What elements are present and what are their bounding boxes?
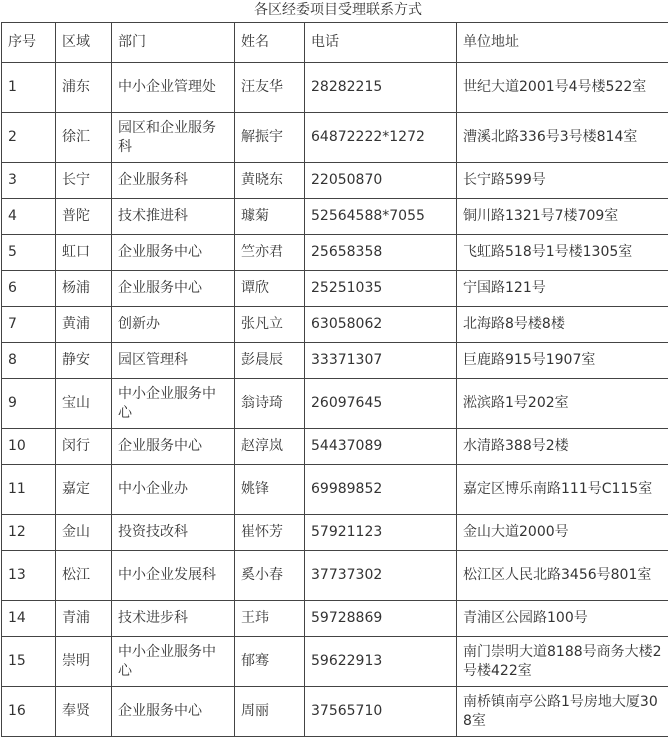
- contacts-table: [1, 22, 668, 737]
- cell-department: 企业服务中心: [112, 235, 235, 271]
- cell-index: 1: [2, 63, 56, 113]
- table-row: [2, 63, 668, 113]
- table-row: [2, 637, 668, 687]
- cell-name: 崔怀芳: [235, 515, 305, 551]
- cell-name: 彭晨辰: [235, 343, 305, 379]
- page-title: 各区经委项目受理联系方式: [254, 2, 422, 18]
- table-row: [2, 551, 668, 601]
- cell-department: 企业服务中心: [112, 429, 235, 465]
- cell-index: 9: [2, 379, 56, 429]
- cell-department: 企业服务中心: [112, 687, 235, 737]
- cell-index: 4: [2, 199, 56, 235]
- cell-address: 水清路388号2楼: [457, 429, 668, 465]
- cell-name: 解振宇: [235, 113, 305, 163]
- cell-address: 漕溪北路336号3号楼814室: [457, 113, 668, 163]
- cell-index: 12: [2, 515, 56, 551]
- cell-district: 长宁: [56, 163, 112, 199]
- table-row: [2, 343, 668, 379]
- cell-department: 中小企业服务中心: [112, 637, 235, 687]
- cell-address: 南桥镇南亭公路1号房地大厦308室: [457, 687, 668, 737]
- cell-district: 奉贤: [56, 687, 112, 737]
- cell-index: 3: [2, 163, 56, 199]
- cell-index: 16: [2, 687, 56, 737]
- cell-address: 铜川路1321号7楼709室: [457, 199, 668, 235]
- cell-district: 崇明: [56, 637, 112, 687]
- cell-district: 松江: [56, 551, 112, 601]
- cell-department: 中小企业发展科: [112, 551, 235, 601]
- cell-name: 奚小春: [235, 551, 305, 601]
- cell-phone: 25251035: [305, 271, 457, 307]
- cell-index: 15: [2, 637, 56, 687]
- cell-address: 南门崇明大道8188号商务大楼2号楼422室: [457, 637, 668, 687]
- table-row: [2, 515, 668, 551]
- cell-name: 璩菊: [235, 199, 305, 235]
- cell-phone: 64872222*1272: [305, 113, 457, 163]
- cell-district: 浦东: [56, 63, 112, 113]
- cell-phone: 52564588*7055: [305, 199, 457, 235]
- table-row: [2, 601, 668, 637]
- table-row: [2, 687, 668, 737]
- cell-department: 中小企业服务中心: [112, 379, 235, 429]
- cell-name: 赵淳岚: [235, 429, 305, 465]
- table-row: [2, 163, 668, 199]
- cell-phone: 63058062: [305, 307, 457, 343]
- cell-index: 13: [2, 551, 56, 601]
- cell-name: 谭欣: [235, 271, 305, 307]
- header-row: [2, 23, 668, 63]
- column-header-address: 单位地址: [457, 23, 668, 63]
- cell-district: 黄浦: [56, 307, 112, 343]
- cell-name: 王玮: [235, 601, 305, 637]
- cell-district: 杨浦: [56, 271, 112, 307]
- table-row: [2, 113, 668, 163]
- cell-address: 宁国路121号: [457, 271, 668, 307]
- cell-name: 竺亦君: [235, 235, 305, 271]
- cell-index: 7: [2, 307, 56, 343]
- cell-department: 技术进步科: [112, 601, 235, 637]
- cell-phone: 22050870: [305, 163, 457, 199]
- cell-phone: 37737302: [305, 551, 457, 601]
- column-header-index: 序号: [2, 23, 56, 63]
- cell-address: 世纪大道2001号4号楼522室: [457, 63, 668, 113]
- cell-district: 宝山: [56, 379, 112, 429]
- cell-address: 长宁路599号: [457, 163, 668, 199]
- cell-department: 中小企业办: [112, 465, 235, 515]
- cell-index: 5: [2, 235, 56, 271]
- cell-district: 青浦: [56, 601, 112, 637]
- cell-phone: 57921123: [305, 515, 457, 551]
- cell-address: 淞滨路1号202室: [457, 379, 668, 429]
- cell-index: 2: [2, 113, 56, 163]
- column-header-district: 区域: [56, 23, 112, 63]
- cell-phone: 26097645: [305, 379, 457, 429]
- table-row: [2, 429, 668, 465]
- cell-name: 张凡立: [235, 307, 305, 343]
- cell-phone: 25658358: [305, 235, 457, 271]
- cell-district: 虹口: [56, 235, 112, 271]
- cell-phone: 59622913: [305, 637, 457, 687]
- cell-name: 汪友华: [235, 63, 305, 113]
- cell-phone: 28282215: [305, 63, 457, 113]
- cell-district: 静安: [56, 343, 112, 379]
- cell-index: 10: [2, 429, 56, 465]
- cell-district: 普陀: [56, 199, 112, 235]
- cell-address: 松江区人民北路3456号801室: [457, 551, 668, 601]
- cell-address: 巨鹿路915号1907室: [457, 343, 668, 379]
- cell-name: 周丽: [235, 687, 305, 737]
- cell-index: 11: [2, 465, 56, 515]
- cell-department: 创新办: [112, 307, 235, 343]
- column-header-name: 姓名: [235, 23, 305, 63]
- cell-department: 中小企业管理处: [112, 63, 235, 113]
- cell-name: 黄晓东: [235, 163, 305, 199]
- cell-name: 翁诗琦: [235, 379, 305, 429]
- cell-phone: 54437089: [305, 429, 457, 465]
- table-row: [2, 379, 668, 429]
- table-row: [2, 307, 668, 343]
- cell-district: 嘉定: [56, 465, 112, 515]
- cell-name: 姚锋: [235, 465, 305, 515]
- cell-department: 投资技改科: [112, 515, 235, 551]
- cell-department: 技术推进科: [112, 199, 235, 235]
- cell-address: 飞虹路518号1号楼1305室: [457, 235, 668, 271]
- column-header-phone: 电话: [305, 23, 457, 63]
- cell-department: 企业服务科: [112, 163, 235, 199]
- cell-phone: 33371307: [305, 343, 457, 379]
- cell-address: 青浦区公园路100号: [457, 601, 668, 637]
- cell-index: 6: [2, 271, 56, 307]
- cell-address: 金山大道2000号: [457, 515, 668, 551]
- table-row: [2, 199, 668, 235]
- cell-district: 徐汇: [56, 113, 112, 163]
- cell-address: 北海路8号楼8楼: [457, 307, 668, 343]
- cell-name: 郁骞: [235, 637, 305, 687]
- table-row: [2, 271, 668, 307]
- cell-index: 14: [2, 601, 56, 637]
- cell-address: 嘉定区博乐南路111号C115室: [457, 465, 668, 515]
- column-header-department: 部门: [112, 23, 235, 63]
- cell-department: 企业服务中心: [112, 271, 235, 307]
- cell-phone: 37565710: [305, 687, 457, 737]
- table-row: [2, 465, 668, 515]
- cell-phone: 59728869: [305, 601, 457, 637]
- cell-district: 闵行: [56, 429, 112, 465]
- table-row: [2, 235, 668, 271]
- cell-department: 园区和企业服务科: [112, 113, 235, 163]
- cell-department: 园区管理科: [112, 343, 235, 379]
- cell-index: 8: [2, 343, 56, 379]
- cell-phone: 69989852: [305, 465, 457, 515]
- cell-district: 金山: [56, 515, 112, 551]
